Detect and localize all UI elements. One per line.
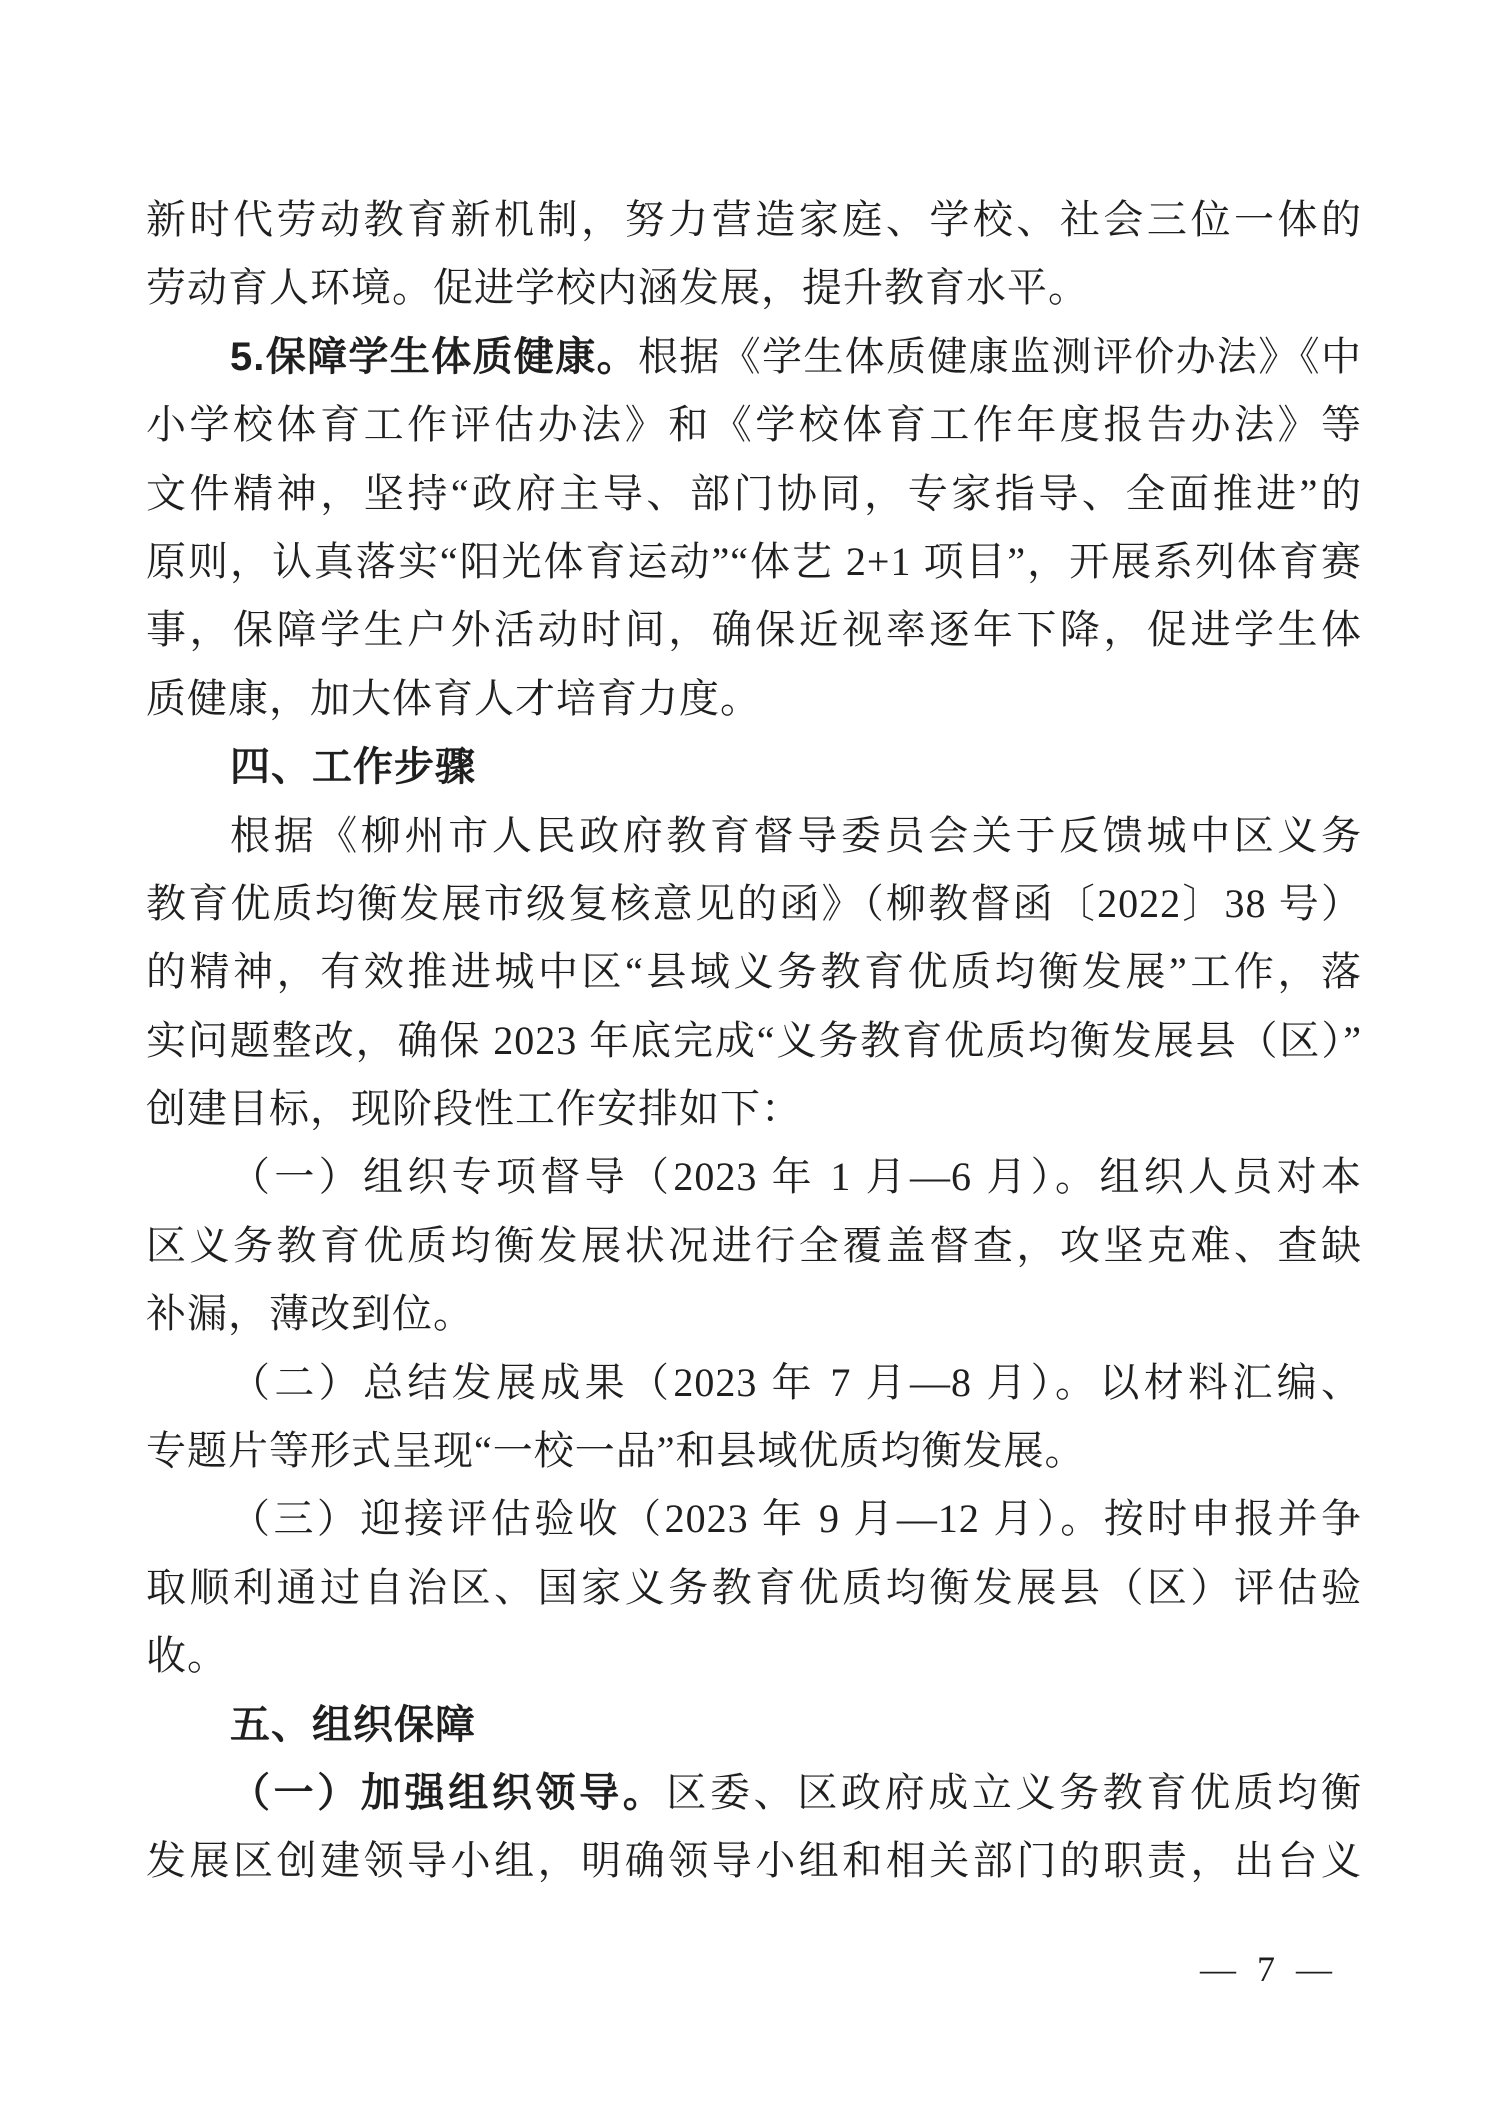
page-number: — 7 — [1200,1949,1338,1989]
line-text: 专题片等形式呈现“一校一品”和县域优质均衡发展。 [146,1428,1086,1474]
bold-lead-text: 5.保障学生体质健康。 [230,334,638,379]
line-text: 区义务教育优质均衡发展状况进行全覆盖督查，攻坚克难、查缺 [146,1222,1362,1268]
section-heading [146,1691,1362,1759]
text-line [146,1349,1362,1417]
text-line [146,1417,1362,1485]
text-line [146,1075,1362,1143]
line-text: 的精神，有效推进城中区“县域义务教育优质均衡发展”工作，落 [146,949,1362,995]
line-text: 文件精神，坚持“政府主导、部门协同，专家指导、全面推进”的 [146,470,1362,516]
line-text: 根据《柳州市人民政府教育督导委员会关于反馈城中区义务 [230,812,1362,858]
text-line [146,1827,1362,1895]
section-heading [146,733,1362,801]
text-line [146,323,1362,391]
document-body [146,186,1362,1896]
line-text: 原则，认真落实“阳光体育运动”“体艺 2+1 项目”，开展系列体育赛 [146,538,1362,584]
line-text: 新时代劳动教育新机制，努力营造家庭、学校、社会三位一体的 [146,197,1362,242]
line-text: 教育优质均衡发展市级复核意见的函》（柳教督函〔2022〕38 号） [146,880,1362,926]
line-text: 实问题整改，确保 2023 年底完成“义务教育优质均衡发展县（区）” [146,1017,1362,1063]
text-line [146,528,1362,596]
line-text: 取顺利通过自治区、国家义务教育优质均衡发展县（区）评估验 [146,1564,1362,1610]
heading-text: 五、组织保障 [230,1702,476,1747]
text-line [146,1280,1362,1348]
text-line [146,1485,1362,1553]
line-text: 小学校体育工作评估办法》和《学校体育工作年度报告办法》等 [146,402,1362,448]
text-line [146,460,1362,528]
text-line [146,391,1362,459]
text-line [146,1622,1362,1690]
line-text: （一）组织专项督导（2023 年 1 月—6 月）。组织人员对本 [230,1154,1362,1200]
text-line [146,870,1362,938]
line-text: 劳动育人环境。促进学校内涵发展，提升教育水平。 [146,265,1089,311]
text-line [146,1759,1362,1827]
text-line [146,802,1362,870]
line-text: （二）总结发展成果（2023 年 7 月—8 月）。以材料汇编、 [230,1359,1362,1405]
line-text: 创建目标，现阶段性工作安排如下： [146,1086,802,1132]
text-line [146,665,1362,733]
line-text: 根据《学生体质健康监测评价办法》《中 [637,333,1362,379]
text-line [146,1007,1362,1075]
text-line [146,1554,1362,1622]
line-text: （三）迎接评估验收（2023 年 9 月—12 月）。按时申报并争 [230,1496,1362,1542]
text-line [146,596,1362,664]
line-text: 补漏，薄改到位。 [146,1291,474,1337]
line-text: 区委、区政府成立义务教育优质均衡 [666,1769,1362,1815]
text-line [146,938,1362,1006]
line-text: 事，保障学生户外活动时间，确保近视率逐年下降，促进学生体 [146,607,1362,653]
line-text: 发展区创建领导小组，明确领导小组和相关部门的职责，出台义 [146,1838,1362,1884]
text-line [146,1143,1362,1211]
text-line [146,186,1362,254]
line-text: 质健康，加大体育人才培育力度。 [146,675,761,721]
heading-text: 四、工作步骤 [230,745,476,790]
line-text: 收。 [146,1633,228,1679]
text-line [146,254,1362,322]
bold-lead-text: （一）加强组织领导。 [230,1770,667,1815]
text-line [146,1212,1362,1280]
